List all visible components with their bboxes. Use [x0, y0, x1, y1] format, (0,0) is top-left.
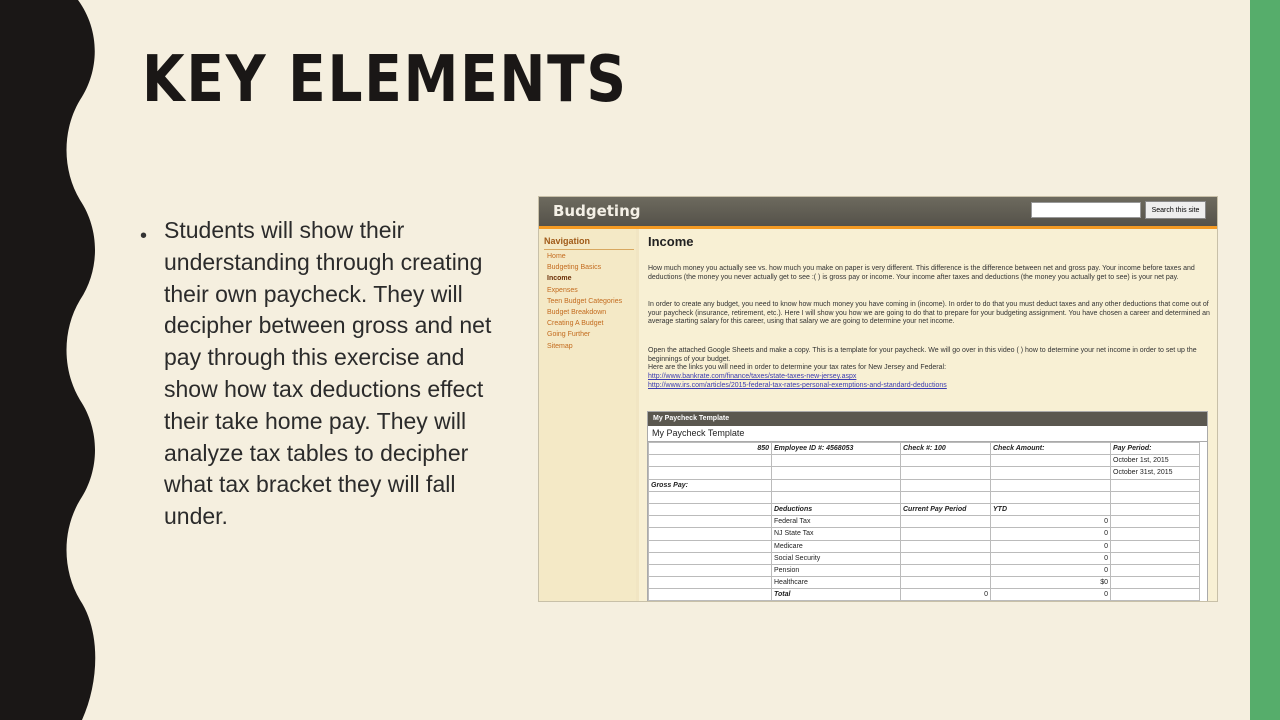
paragraph-budget-income: In order to create any budget, you need to know how much money you have coming in (income). In order to do that you must deduct taxes and any other deductions that come out of your paycheck (insurance, retirement, etc.). Here I will show you how we are going to do that to prepare for your budgeting assignment. You have chosen a career and determined an average starting salary for this career, using that salary we are going to determine your net income.	[648, 301, 1210, 326]
table-row	[649, 577, 1200, 589]
table-cell[interactable]: Medicare	[772, 540, 901, 552]
bullet-item	[142, 215, 492, 533]
table-cell[interactable]: Check Amount:	[991, 443, 1111, 455]
table-cell[interactable]: Check #: 100	[901, 443, 991, 455]
table-cell[interactable]: $0	[991, 577, 1111, 589]
decorative-wave-border	[0, 0, 100, 720]
table-cell[interactable]: Current Pay Period	[901, 503, 991, 515]
nav-item-income[interactable]: Income	[547, 275, 572, 283]
table-cell[interactable]: Deductions	[772, 503, 901, 515]
table-row	[649, 564, 1200, 576]
nav-item-budget-breakdown[interactable]: Budget Breakdown	[547, 309, 607, 317]
table-cell[interactable]: Total	[772, 589, 901, 601]
sidebar-navigation	[539, 229, 636, 601]
link-federal-tax[interactable]: http://www.irs.com/articles/2015-federal-tax-rates-personal-exemptions-and-standard-deductions	[648, 382, 947, 389]
nav-item-teen-budget-categories[interactable]: Teen Budget Categories	[547, 297, 623, 305]
table-cell[interactable]: Pension	[772, 564, 901, 576]
table-row	[649, 552, 1200, 564]
nav-item-expenses[interactable]: Expenses	[547, 286, 578, 294]
search-button[interactable]: Search this site	[1145, 201, 1206, 219]
table-cell[interactable]: NJ State Tax	[772, 528, 901, 540]
table-cell[interactable]: 850	[649, 443, 772, 455]
nav-list	[547, 251, 622, 352]
table-row	[649, 443, 1200, 455]
link-nj-tax[interactable]: http://www.bankrate.com/finance/taxes/state-taxes-new-jersey.aspx	[648, 373, 857, 380]
table-cell[interactable]: 0	[991, 564, 1111, 576]
bullet-text: Students will show their understanding through creating their own paycheck. They will decipher between gross and net pay through this exercise and show how tax deductions effect their take home pay. They will analyze tax tables to decipher what tax bracket they will fall under.	[164, 217, 492, 530]
table-cell[interactable]: 0	[991, 528, 1111, 540]
table-cell[interactable]: Federal Tax	[772, 516, 901, 528]
nav-item-creating-a-budget[interactable]: Creating A Budget	[547, 320, 604, 328]
sheet-subtitle: My Paycheck Template	[648, 426, 1207, 442]
table-row	[649, 467, 1200, 479]
table-cell[interactable]: Employee ID #: 4568053	[772, 443, 901, 455]
paragraph-net-vs-gross: How much money you actually see vs. how much you make on paper is very different. This difference is the difference between net and gross pay. Your income before taxes and deductions (the money you never actually get to see :( ) is gross pay or income. Your income after taxes and deductions (the money you actually get to see) is your net pay.	[648, 265, 1195, 281]
table-cell[interactable]: YTD	[991, 503, 1111, 515]
table-row	[649, 540, 1200, 552]
paragraph-google-sheets: Open the attached Google Sheets and make a copy. This is a template for your paycheck. We will go over in this video ( ) how to determine your net income in order to set up the beginnings of your budget.	[648, 347, 1197, 363]
site-header	[539, 197, 1217, 226]
nav-title: Navigation	[544, 236, 591, 246]
table-row	[649, 491, 1200, 503]
paycheck-spreadsheet	[647, 411, 1208, 602]
paragraph-links-intro: Here are the links you will need in order to determine your tax rates for New Jersey and Federal:	[648, 364, 947, 371]
slide-title: KEY ELEMENTS	[142, 43, 628, 117]
table-row	[649, 516, 1200, 528]
website-screenshot	[538, 196, 1218, 602]
table-cell[interactable]: 0	[991, 516, 1111, 528]
table-row	[649, 479, 1200, 491]
paycheck-table	[648, 442, 1200, 601]
table-cell[interactable]: 0	[991, 540, 1111, 552]
nav-divider	[544, 249, 634, 250]
nav-item-going-further[interactable]: Going Further	[547, 331, 591, 339]
table-cell[interactable]: Social Security	[772, 552, 901, 564]
table-cell[interactable]: Healthcare	[772, 577, 901, 589]
nav-item-sitemap[interactable]: Sitemap	[547, 342, 573, 350]
search-input[interactable]	[1031, 202, 1141, 218]
sheet-title-bar: My Paycheck Template	[648, 412, 1207, 426]
table-cell[interactable]: 0	[991, 552, 1111, 564]
table-cell[interactable]: October 31st, 2015	[1111, 467, 1200, 479]
bullet-icon: •	[140, 225, 148, 247]
table-cell[interactable]: Gross Pay:	[649, 479, 772, 491]
table-cell[interactable]: 0	[901, 589, 991, 601]
page-title: Income	[648, 234, 694, 249]
nav-item-budgeting-basics[interactable]: Budgeting Basics	[547, 264, 602, 272]
table-row	[649, 528, 1200, 540]
table-row	[649, 455, 1200, 467]
accent-bar	[1250, 0, 1280, 720]
table-cell[interactable]: 0	[991, 589, 1111, 601]
nav-item-home[interactable]: Home	[547, 253, 566, 260]
table-row	[649, 503, 1200, 515]
table-cell[interactable]: October 1st, 2015	[1111, 455, 1200, 467]
table-row	[649, 589, 1200, 601]
site-title: Budgeting	[553, 202, 641, 220]
table-cell[interactable]: Pay Period:	[1111, 443, 1200, 455]
